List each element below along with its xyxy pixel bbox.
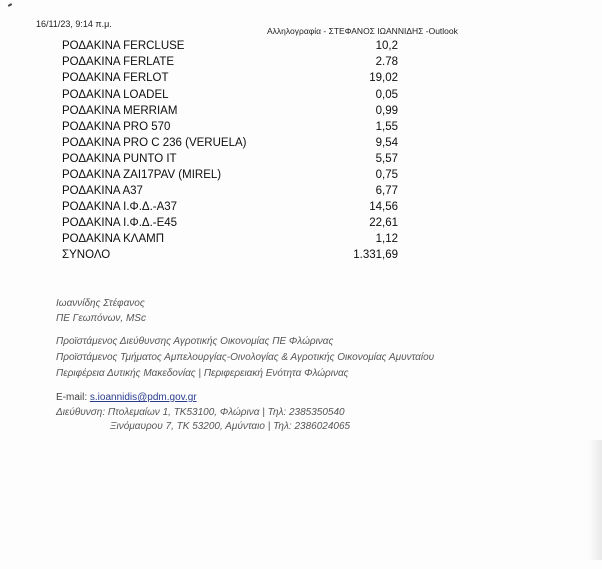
item-name: ΡΟΔΑΚΙΝΑ FERLATE [62,56,175,68]
item-value: 0,05 [375,89,398,101]
item-value: 19,02 [369,72,398,84]
signature-title: ΠΕ Γεωπόνων, MSc [56,313,146,324]
address-line-1: Διεύθυνση: Πτολεμαίων 1, ΤΚ53100, Φλώρινα | Τηλ: 2385350540 [56,407,345,418]
signature-name: Ιωαννίδης Στέφανος [56,298,145,309]
item-row [0,72,602,88]
item-row [0,89,602,105]
scan-speck [8,3,12,7]
address-line-2: Ξινόμαυρου 7, ΤΚ 53200, Αμύνταιο | Τηλ: 2386024065 [110,421,351,432]
item-row [0,40,602,56]
item-row [0,153,602,169]
total-value: 1.331,69 [353,249,398,261]
email-label: E-mail: [56,392,88,403]
item-name: ΡΟΔΑΚΙΝΑ PRO 570 [62,121,171,133]
item-name: ΡΟΔΑΚΙΝΑ ΚΛΑΜΠ [62,233,165,245]
item-value: 9,54 [375,137,398,149]
item-value: 22,61 [369,217,398,229]
print-timestamp: 16/11/23, 9:14 π.μ. [36,19,112,29]
item-row [0,137,602,153]
item-value: 1,12 [375,233,398,245]
total-row [0,249,602,265]
item-value: 10,2 [375,40,398,52]
item-value: 14,56 [369,201,398,213]
item-value: 6,77 [375,185,398,197]
item-row [0,217,602,233]
item-value: 2.78 [375,56,398,68]
signature-role-2: Προϊστάμενος Τμήματος Αμπελουργίας-Οινολογίας & Αγροτικής Οικονομίας Αμυνταίου [56,352,435,363]
scan-edge-shadow [588,440,602,560]
item-name: ΡΟΔΑΚΙΝΑ MERRIAM [62,105,178,117]
item-name: ΡΟΔΑΚΙΝΑ FERLOT [62,72,169,84]
item-row [0,121,602,137]
email-line [56,392,197,403]
item-name: ΡΟΔΑΚΙΝΑ Α37 [62,185,143,197]
item-name: ΡΟΔΑΚΙΝΑ Ι.Φ.Δ.-Ε45 [62,217,178,229]
item-name: ΡΟΔΑΚΙΝΑ FERCLUSE [62,40,185,52]
item-value: 0,99 [375,105,398,117]
signature-region: Περιφέρεια Δυτικής Μακεδονίας | Περιφερειακή Ενότητα Φλώρινας [56,368,349,379]
item-row [0,56,602,72]
item-value: 5,57 [375,153,398,165]
item-value: 1,55 [375,121,398,133]
print-header-title: Αλληλογραφία - ΣΤΕΦΑΝΟΣ ΙΩΑΝΝΙΔΗΣ -Outlook [267,26,458,36]
item-row [0,185,602,201]
item-row [0,169,602,185]
item-row [0,105,602,121]
item-name: ΡΟΔΑΚΙΝΑ PUNTO IT [62,153,177,165]
item-name: ΡΟΔΑΚΙΝΑ PRO C 236 (VERUELA) [62,137,247,149]
total-label: ΣΥΝΟΛΟ [62,249,111,261]
item-name: ΡΟΔΑΚΙΝΑ Ι.Φ.Δ.-Α37 [62,201,178,213]
item-value: 0,75 [375,169,398,181]
signature-role-1: Προϊστάμενος Διεύθυνσης Αγροτικής Οικονομίας ΠΕ Φλώρινας [56,336,334,347]
item-row [0,201,602,217]
item-name: ΡΟΔΑΚΙΝΑ LOADEL [62,89,169,101]
item-row [0,233,602,249]
item-name: ΡΟΔΑΚΙΝΑ ZAI17PAV (MIREL) [62,169,222,181]
email-link[interactable]: s.ioannidis@pdm.gov.gr [89,392,197,403]
